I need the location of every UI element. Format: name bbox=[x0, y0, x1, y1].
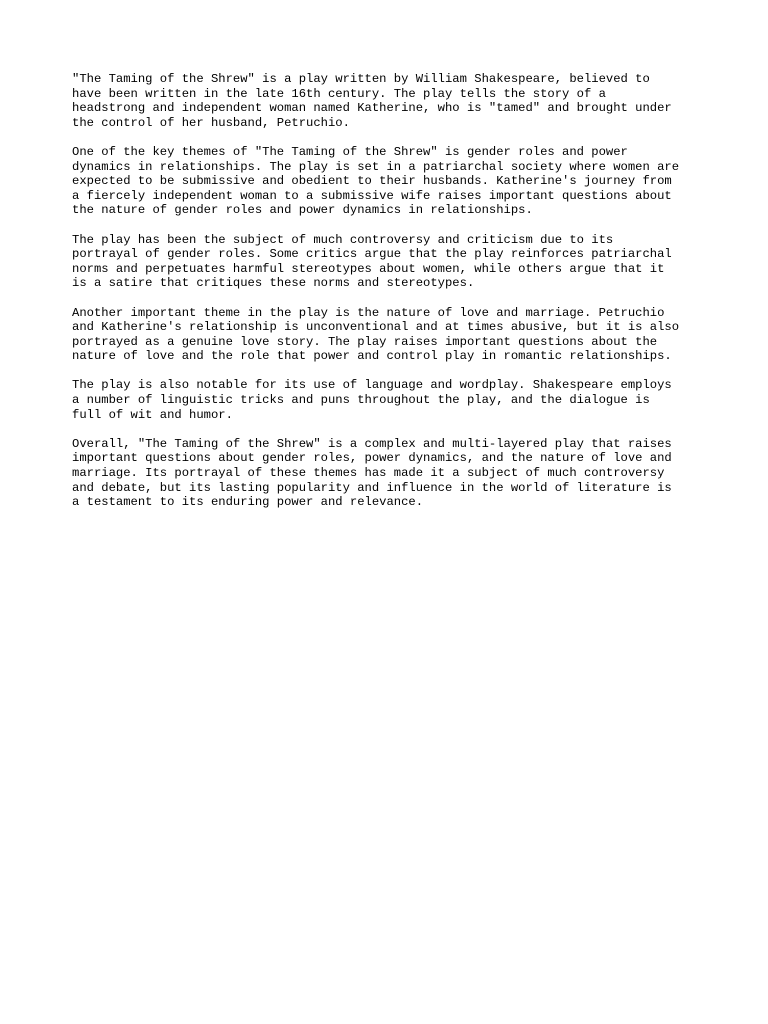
paragraph-4: Another important theme in the play is the nature of love and marriage. Petruchio and Katherine's relationship is unconventional and at times abusive, but it is also portrayed as a genuine love story. The play raises important questions about the nature of love and the role that power and control play in romantic relationships. bbox=[72, 305, 680, 364]
paragraph-3: The play has been the subject of much controversy and criticism due to its portrayal of gender roles. Some critics argue that the play reinforces patriarchal norms and perpetuates harmful stereotypes about women, while others argue that it is a satire that critiques these norms and stereotypes. bbox=[72, 232, 672, 291]
paragraph-2: One of the key themes of "The Taming of the Shrew" is gender roles and power dynamics in relationships. The play is set in a patriarchal society where women are expected to be submissive and obedient to their husbands. Katherine's journey from a fiercely independent woman to a submissive wife raises important questions about the nature of gender roles and power dynamics in relationships. bbox=[72, 144, 680, 218]
document-page bbox=[72, 72, 702, 510]
paragraph-5: The play is also notable for its use of language and wordplay. Shakespeare employs a number of linguistic tricks and puns throughout the play, and the dialogue is full of wit and humor. bbox=[72, 378, 672, 422]
paragraph-6: Overall, "The Taming of the Shrew" is a complex and multi-layered play that raises important questions about gender roles, power dynamics, and the nature of love and marriage. Its portrayal of these themes has made it a subject of much controversy and debate, but its lasting popularity and influence in the world of literature is a testament to its enduring power and relevance. bbox=[72, 436, 672, 510]
paragraph-1: "The Taming of the Shrew" is a play written by William Shakespeare, believed to have been written in the late 16th century. The play tells the story of a headstrong and independent woman named Katherine, who is "tamed" and brought under the control of her husband, Petruchio. bbox=[72, 72, 672, 130]
